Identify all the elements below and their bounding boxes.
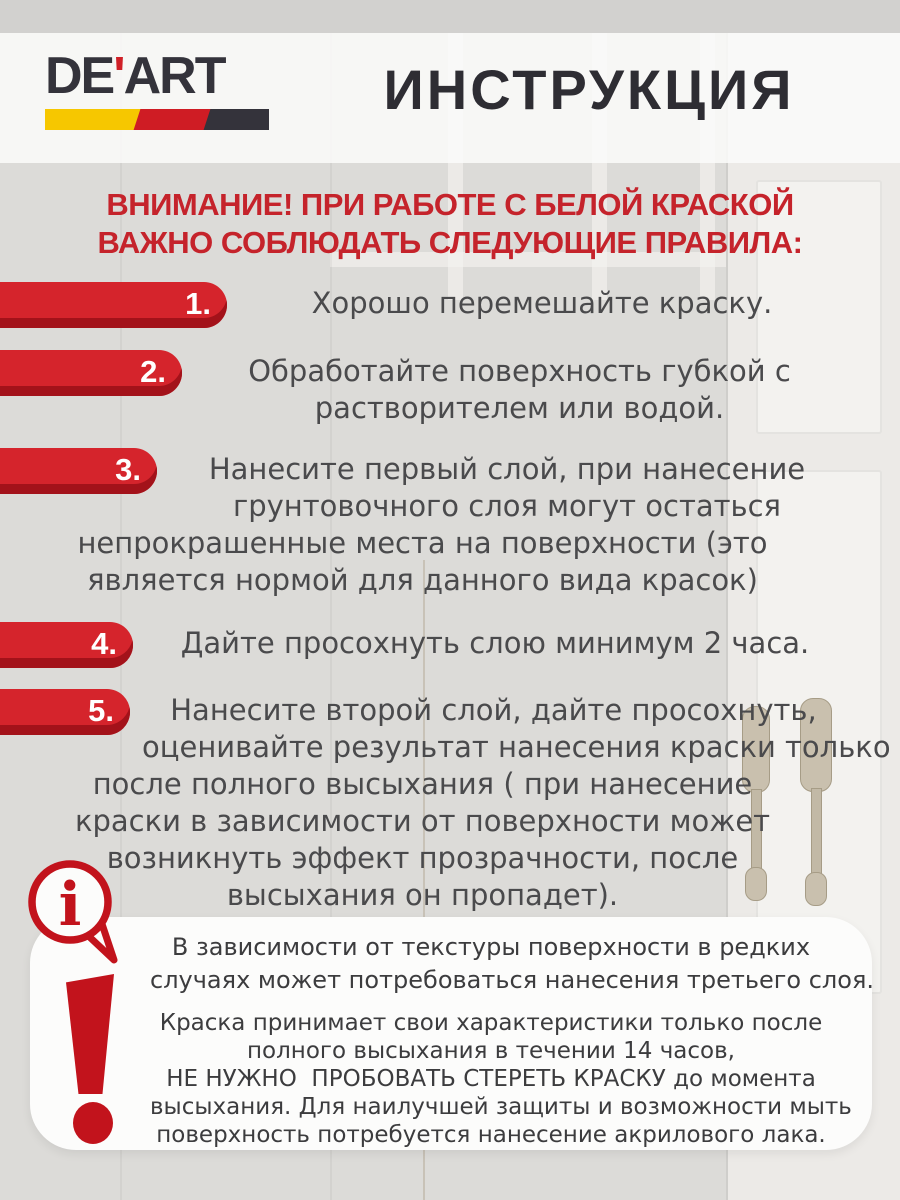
text-line: непрокрашенные места на поверхности (это [77, 526, 768, 560]
step-number-pill: 2. [0, 350, 182, 396]
text-line: высыхания он пропадет). [226, 878, 619, 912]
text-line: грунтовочного слоя могут остаться [232, 489, 781, 523]
text-line: краски в зависимости от поверхности может [74, 804, 771, 838]
text-line: Обработайте поверхность губкой с [248, 354, 791, 388]
text-line: поверхность потребуется нанесение акрилового лака. [156, 1122, 826, 1148]
stripe-yellow [45, 109, 144, 130]
text-line: растворителем или водой. [314, 391, 725, 425]
step-item [0, 285, 845, 332]
text-line: возникнуть эффект прозрачности, после [106, 841, 739, 875]
step-number-pill: 4. [0, 622, 133, 668]
page-title: ИНСТРУКЦИЯ [383, 58, 795, 121]
text-line: высыхания. Для наилучшей защиты и возможности мыть [150, 1094, 852, 1120]
text-line: НЕ НУЖНО ПРОБОВАТЬ СТЕРЕТЬ КРАСКУ до момента [166, 1066, 816, 1092]
step-number-pill: 5. [0, 689, 130, 735]
text-line: полного высыхания в течении 14 часов, [247, 1038, 735, 1064]
brand-logo [45, 47, 269, 130]
text-line: Хорошо перемешайте краску. [311, 286, 773, 320]
step-item [0, 625, 845, 672]
brand-logo-text: DE'ART [45, 47, 225, 105]
exclamation-icon-dot [73, 1102, 113, 1144]
step-item [0, 692, 891, 914]
text-line: случаях может потребоваться нанесения третьего слоя. [150, 966, 875, 994]
step-item [0, 451, 845, 599]
step-text [0, 692, 891, 914]
wall-strip [0, 0, 900, 33]
note-warning-text [150, 1009, 852, 1149]
info-speech-bubble-icon [22, 854, 126, 979]
brand-logo-stripe [45, 109, 269, 130]
text-line: оценивайте результат нанесения краски только [142, 730, 891, 764]
text-line: Нанесите второй слой, дайте просохнуть, [170, 693, 817, 727]
steps-list [0, 285, 891, 914]
note-info-text [150, 931, 875, 997]
note-card [30, 917, 875, 1150]
text-line: В зависимости от текстуры поверхности в редких [171, 933, 811, 961]
stripe-black [204, 109, 269, 130]
stripe-red [134, 109, 215, 130]
svg-text:i: i [58, 870, 82, 940]
text-line: после полного высыхания ( при нанесение [92, 767, 753, 801]
step-number-pill: 3. [0, 448, 157, 494]
warning-heading [30, 186, 870, 262]
text-line: Краска принимает свои характеристики только после [159, 1010, 823, 1036]
text-line: Нанесите первый слой, при нанесение [208, 452, 806, 486]
logo-apostrophe: ' [113, 47, 124, 105]
text-line: ВАЖНО СОБЛЮДАТЬ СЛЕДУЮЩИЕ ПРАВИЛА: [97, 225, 803, 260]
step-number-pill: 1. [0, 282, 227, 328]
step-item [0, 353, 845, 427]
text-line: является нормой для данного вида красок) [87, 563, 758, 597]
text-line: ВНИМАНИЕ! ПРИ РАБОТЕ С БЕЛОЙ КРАСКОЙ [106, 187, 794, 222]
text-line: Дайте просохнуть слою минимум 2 часа. [180, 626, 810, 660]
